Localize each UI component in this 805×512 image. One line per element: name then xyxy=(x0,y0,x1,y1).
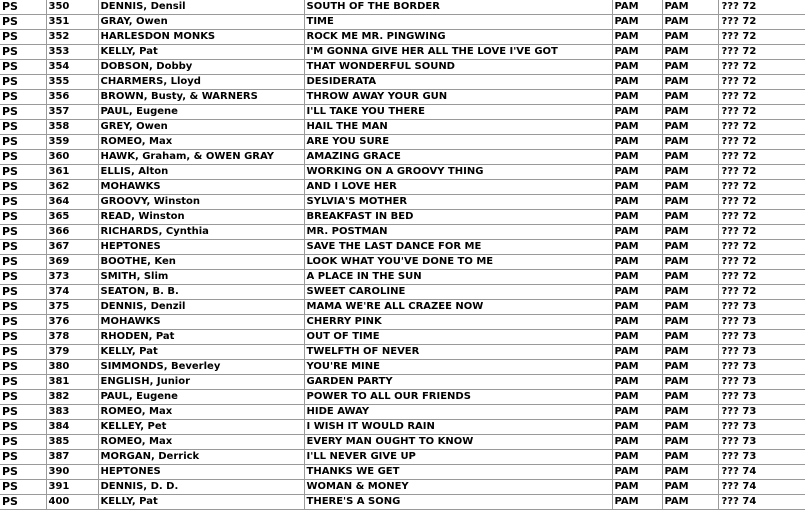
year-cell[interactable]: ??? 73 xyxy=(718,330,805,345)
pam-cell-a[interactable]: PAM xyxy=(612,180,662,195)
pam-cell-b[interactable]: PAM xyxy=(662,270,718,285)
pam-cell-a[interactable]: PAM xyxy=(612,135,662,150)
label-cell[interactable]: PS xyxy=(0,0,46,15)
catalog-number-cell[interactable]: 367 xyxy=(46,240,98,255)
label-cell[interactable]: PS xyxy=(0,255,46,270)
table-row[interactable] xyxy=(0,240,805,255)
pam-cell-a[interactable]: PAM xyxy=(612,45,662,60)
year-cell[interactable]: ??? 72 xyxy=(718,135,805,150)
pam-cell-b[interactable]: PAM xyxy=(662,390,718,405)
year-cell[interactable]: ??? 72 xyxy=(718,285,805,300)
pam-cell-b[interactable]: PAM xyxy=(662,300,718,315)
artist-cell[interactable]: ROMEO, Max xyxy=(98,135,304,150)
year-cell[interactable]: ??? 72 xyxy=(718,225,805,240)
pam-cell-a[interactable]: PAM xyxy=(612,120,662,135)
title-cell[interactable]: AND I LOVE HER xyxy=(304,180,612,195)
title-cell[interactable]: MAMA WE'RE ALL CRAZEE NOW xyxy=(304,300,612,315)
pam-cell-b[interactable]: PAM xyxy=(662,75,718,90)
title-cell[interactable]: AMAZING GRACE xyxy=(304,150,612,165)
title-cell[interactable]: I'LL NEVER GIVE UP xyxy=(304,450,612,465)
year-cell[interactable]: ??? 73 xyxy=(718,300,805,315)
pam-cell-b[interactable]: PAM xyxy=(662,30,718,45)
label-cell[interactable]: PS xyxy=(0,390,46,405)
table-row[interactable] xyxy=(0,165,805,180)
pam-cell-b[interactable]: PAM xyxy=(662,285,718,300)
pam-cell-a[interactable]: PAM xyxy=(612,345,662,360)
artist-cell[interactable]: ELLIS, Alton xyxy=(98,165,304,180)
year-cell[interactable]: ??? 72 xyxy=(718,150,805,165)
artist-cell[interactable]: MOHAWKS xyxy=(98,180,304,195)
pam-cell-a[interactable]: PAM xyxy=(612,450,662,465)
pam-cell-b[interactable]: PAM xyxy=(662,180,718,195)
title-cell[interactable]: BREAKFAST IN BED xyxy=(304,210,612,225)
title-cell[interactable]: MR. POSTMAN xyxy=(304,225,612,240)
pam-cell-a[interactable]: PAM xyxy=(612,240,662,255)
table-row[interactable] xyxy=(0,300,805,315)
label-cell[interactable]: PS xyxy=(0,360,46,375)
title-cell[interactable]: YOU'RE MINE xyxy=(304,360,612,375)
year-cell[interactable]: ??? 72 xyxy=(718,75,805,90)
title-cell[interactable]: ARE YOU SURE xyxy=(304,135,612,150)
table-row[interactable] xyxy=(0,330,805,345)
table-row[interactable] xyxy=(0,105,805,120)
catalog-number-cell[interactable]: 351 xyxy=(46,15,98,30)
year-cell[interactable]: ??? 73 xyxy=(718,345,805,360)
artist-cell[interactable]: MORGAN, Derrick xyxy=(98,450,304,465)
artist-cell[interactable]: HEPTONES xyxy=(98,465,304,480)
label-cell[interactable]: PS xyxy=(0,330,46,345)
catalog-number-cell[interactable]: 357 xyxy=(46,105,98,120)
artist-cell[interactable]: HEPTONES xyxy=(98,240,304,255)
catalog-number-cell[interactable]: 354 xyxy=(46,60,98,75)
pam-cell-a[interactable]: PAM xyxy=(612,150,662,165)
pam-cell-b[interactable]: PAM xyxy=(662,105,718,120)
title-cell[interactable]: TIME xyxy=(304,15,612,30)
title-cell[interactable]: A PLACE IN THE SUN xyxy=(304,270,612,285)
table-row[interactable] xyxy=(0,345,805,360)
catalog-number-cell[interactable]: 373 xyxy=(46,270,98,285)
pam-cell-b[interactable]: PAM xyxy=(662,150,718,165)
label-cell[interactable]: PS xyxy=(0,150,46,165)
label-cell[interactable]: PS xyxy=(0,15,46,30)
label-cell[interactable]: PS xyxy=(0,315,46,330)
title-cell[interactable]: THANKS WE GET xyxy=(304,465,612,480)
artist-cell[interactable]: BOOTHE, Ken xyxy=(98,255,304,270)
catalog-number-cell[interactable]: 385 xyxy=(46,435,98,450)
year-cell[interactable]: ??? 72 xyxy=(718,240,805,255)
table-row[interactable] xyxy=(0,420,805,435)
label-cell[interactable]: PS xyxy=(0,270,46,285)
title-cell[interactable]: HIDE AWAY xyxy=(304,405,612,420)
year-cell[interactable]: ??? 72 xyxy=(718,120,805,135)
table-row[interactable] xyxy=(0,45,805,60)
pam-cell-b[interactable]: PAM xyxy=(662,420,718,435)
pam-cell-b[interactable]: PAM xyxy=(662,60,718,75)
year-cell[interactable]: ??? 72 xyxy=(718,270,805,285)
pam-cell-b[interactable]: PAM xyxy=(662,405,718,420)
title-cell[interactable]: WOMAN & MONEY xyxy=(304,480,612,495)
catalog-number-cell[interactable]: 356 xyxy=(46,90,98,105)
year-cell[interactable]: ??? 72 xyxy=(718,165,805,180)
year-cell[interactable]: ??? 73 xyxy=(718,360,805,375)
title-cell[interactable]: I'LL TAKE YOU THERE xyxy=(304,105,612,120)
year-cell[interactable]: ??? 72 xyxy=(718,210,805,225)
catalog-number-cell[interactable]: 362 xyxy=(46,180,98,195)
pam-cell-b[interactable]: PAM xyxy=(662,15,718,30)
artist-cell[interactable]: KELLY, Pat xyxy=(98,495,304,510)
pam-cell-a[interactable]: PAM xyxy=(612,390,662,405)
year-cell[interactable]: ??? 72 xyxy=(718,105,805,120)
title-cell[interactable]: I WISH IT WOULD RAIN xyxy=(304,420,612,435)
pam-cell-b[interactable]: PAM xyxy=(662,375,718,390)
title-cell[interactable]: CHERRY PINK xyxy=(304,315,612,330)
label-cell[interactable]: PS xyxy=(0,375,46,390)
label-cell[interactable]: PS xyxy=(0,135,46,150)
artist-cell[interactable]: RICHARDS, Cynthia xyxy=(98,225,304,240)
pam-cell-a[interactable]: PAM xyxy=(612,405,662,420)
year-cell[interactable]: ??? 73 xyxy=(718,450,805,465)
artist-cell[interactable]: KELLEY, Pet xyxy=(98,420,304,435)
label-cell[interactable]: PS xyxy=(0,195,46,210)
label-cell[interactable]: PS xyxy=(0,45,46,60)
artist-cell[interactable]: DENNIS, Denzil xyxy=(98,300,304,315)
catalog-number-cell[interactable]: 384 xyxy=(46,420,98,435)
year-cell[interactable]: ??? 72 xyxy=(718,30,805,45)
table-row[interactable] xyxy=(0,360,805,375)
label-cell[interactable]: PS xyxy=(0,240,46,255)
pam-cell-a[interactable]: PAM xyxy=(612,225,662,240)
table-row[interactable] xyxy=(0,375,805,390)
table-row[interactable] xyxy=(0,210,805,225)
label-cell[interactable]: PS xyxy=(0,480,46,495)
label-cell[interactable]: PS xyxy=(0,180,46,195)
table-row[interactable] xyxy=(0,195,805,210)
year-cell[interactable]: ??? 74 xyxy=(718,495,805,510)
pam-cell-a[interactable]: PAM xyxy=(612,195,662,210)
title-cell[interactable]: HAIL THE MAN xyxy=(304,120,612,135)
title-cell[interactable]: SOUTH OF THE BORDER xyxy=(304,0,612,15)
catalog-number-cell[interactable]: 390 xyxy=(46,465,98,480)
table-row[interactable] xyxy=(0,285,805,300)
title-cell[interactable]: WORKING ON A GROOVY THING xyxy=(304,165,612,180)
table-row[interactable] xyxy=(0,135,805,150)
year-cell[interactable]: ??? 72 xyxy=(718,195,805,210)
pam-cell-b[interactable]: PAM xyxy=(662,45,718,60)
label-cell[interactable]: PS xyxy=(0,345,46,360)
pam-cell-b[interactable]: PAM xyxy=(662,465,718,480)
pam-cell-a[interactable]: PAM xyxy=(612,465,662,480)
pam-cell-a[interactable]: PAM xyxy=(612,480,662,495)
pam-cell-a[interactable]: PAM xyxy=(612,330,662,345)
pam-cell-b[interactable]: PAM xyxy=(662,495,718,510)
catalog-number-cell[interactable]: 358 xyxy=(46,120,98,135)
pam-cell-b[interactable]: PAM xyxy=(662,345,718,360)
pam-cell-b[interactable]: PAM xyxy=(662,435,718,450)
catalog-number-cell[interactable]: 374 xyxy=(46,285,98,300)
pam-cell-a[interactable]: PAM xyxy=(612,435,662,450)
table-row[interactable] xyxy=(0,180,805,195)
artist-cell[interactable]: DENNIS, D. D. xyxy=(98,480,304,495)
year-cell[interactable]: ??? 72 xyxy=(718,0,805,15)
table-row[interactable] xyxy=(0,315,805,330)
title-cell[interactable]: I'M GONNA GIVE HER ALL THE LOVE I'VE GOT xyxy=(304,45,612,60)
pam-cell-a[interactable]: PAM xyxy=(612,375,662,390)
catalog-number-cell[interactable]: 352 xyxy=(46,30,98,45)
pam-cell-b[interactable]: PAM xyxy=(662,480,718,495)
artist-cell[interactable]: SIMMONDS, Beverley xyxy=(98,360,304,375)
artist-cell[interactable]: PAUL, Eugene xyxy=(98,105,304,120)
label-cell[interactable]: PS xyxy=(0,105,46,120)
year-cell[interactable]: ??? 73 xyxy=(718,390,805,405)
catalog-number-cell[interactable]: 369 xyxy=(46,255,98,270)
title-cell[interactable]: THROW AWAY YOUR GUN xyxy=(304,90,612,105)
catalog-number-cell[interactable]: 379 xyxy=(46,345,98,360)
year-cell[interactable]: ??? 73 xyxy=(718,435,805,450)
year-cell[interactable]: ??? 74 xyxy=(718,480,805,495)
artist-cell[interactable]: READ, Winston xyxy=(98,210,304,225)
title-cell[interactable]: THERE'S A SONG xyxy=(304,495,612,510)
table-row[interactable] xyxy=(0,390,805,405)
artist-cell[interactable]: BROWN, Busty, & WARNERS xyxy=(98,90,304,105)
table-row[interactable] xyxy=(0,90,805,105)
artist-cell[interactable]: RHODEN, Pat xyxy=(98,330,304,345)
label-cell[interactable]: PS xyxy=(0,120,46,135)
table-row[interactable] xyxy=(0,480,805,495)
label-cell[interactable]: PS xyxy=(0,450,46,465)
pam-cell-a[interactable]: PAM xyxy=(612,90,662,105)
pam-cell-a[interactable]: PAM xyxy=(612,75,662,90)
title-cell[interactable]: OUT OF TIME xyxy=(304,330,612,345)
title-cell[interactable]: EVERY MAN OUGHT TO KNOW xyxy=(304,435,612,450)
title-cell[interactable]: SYLVIA'S MOTHER xyxy=(304,195,612,210)
table-row[interactable] xyxy=(0,465,805,480)
catalog-number-cell[interactable]: 380 xyxy=(46,360,98,375)
year-cell[interactable]: ??? 73 xyxy=(718,405,805,420)
table-row[interactable] xyxy=(0,75,805,90)
year-cell[interactable]: ??? 72 xyxy=(718,15,805,30)
pam-cell-a[interactable]: PAM xyxy=(612,360,662,375)
artist-cell[interactable]: ROMEO, Max xyxy=(98,435,304,450)
artist-cell[interactable]: GRAY, Owen xyxy=(98,15,304,30)
pam-cell-a[interactable]: PAM xyxy=(612,495,662,510)
pam-cell-b[interactable]: PAM xyxy=(662,90,718,105)
label-cell[interactable]: PS xyxy=(0,225,46,240)
year-cell[interactable]: ??? 72 xyxy=(718,45,805,60)
artist-cell[interactable]: HARLESDON MONKS xyxy=(98,30,304,45)
catalog-number-cell[interactable]: 365 xyxy=(46,210,98,225)
year-cell[interactable]: ??? 73 xyxy=(718,315,805,330)
catalog-number-cell[interactable]: 360 xyxy=(46,150,98,165)
label-cell[interactable]: PS xyxy=(0,405,46,420)
year-cell[interactable]: ??? 72 xyxy=(718,180,805,195)
title-cell[interactable]: SAVE THE LAST DANCE FOR ME xyxy=(304,240,612,255)
label-cell[interactable]: PS xyxy=(0,165,46,180)
label-cell[interactable]: PS xyxy=(0,495,46,510)
pam-cell-b[interactable]: PAM xyxy=(662,240,718,255)
year-cell[interactable]: ??? 73 xyxy=(718,420,805,435)
pam-cell-b[interactable]: PAM xyxy=(662,120,718,135)
pam-cell-a[interactable]: PAM xyxy=(612,285,662,300)
pam-cell-b[interactable]: PAM xyxy=(662,450,718,465)
table-row[interactable] xyxy=(0,150,805,165)
pam-cell-a[interactable]: PAM xyxy=(612,270,662,285)
title-cell[interactable]: TWELFTH OF NEVER xyxy=(304,345,612,360)
table-row[interactable] xyxy=(0,120,805,135)
catalog-number-cell[interactable]: 375 xyxy=(46,300,98,315)
catalog-number-cell[interactable]: 383 xyxy=(46,405,98,420)
catalog-number-cell[interactable]: 361 xyxy=(46,165,98,180)
label-cell[interactable]: PS xyxy=(0,75,46,90)
label-cell[interactable]: PS xyxy=(0,465,46,480)
table-row[interactable] xyxy=(0,270,805,285)
table-row[interactable] xyxy=(0,255,805,270)
pam-cell-a[interactable]: PAM xyxy=(612,420,662,435)
artist-cell[interactable]: SMITH, Slim xyxy=(98,270,304,285)
title-cell[interactable]: THAT WONDERFUL SOUND xyxy=(304,60,612,75)
year-cell[interactable]: ??? 72 xyxy=(718,60,805,75)
pam-cell-b[interactable]: PAM xyxy=(662,330,718,345)
pam-cell-a[interactable]: PAM xyxy=(612,165,662,180)
table-row[interactable] xyxy=(0,15,805,30)
catalog-number-cell[interactable]: 376 xyxy=(46,315,98,330)
table-row[interactable] xyxy=(0,0,805,15)
artist-cell[interactable]: PAUL, Eugene xyxy=(98,390,304,405)
table-row[interactable] xyxy=(0,405,805,420)
artist-cell[interactable]: SEATON, B. B. xyxy=(98,285,304,300)
table-row[interactable] xyxy=(0,435,805,450)
catalog-number-cell[interactable]: 400 xyxy=(46,495,98,510)
artist-cell[interactable]: DENNIS, Densil xyxy=(98,0,304,15)
label-cell[interactable]: PS xyxy=(0,90,46,105)
table-row[interactable] xyxy=(0,495,805,510)
catalog-number-cell[interactable]: 359 xyxy=(46,135,98,150)
artist-cell[interactable]: DOBSON, Dobby xyxy=(98,60,304,75)
pam-cell-a[interactable]: PAM xyxy=(612,0,662,15)
pam-cell-a[interactable]: PAM xyxy=(612,60,662,75)
artist-cell[interactable]: ROMEO, Max xyxy=(98,405,304,420)
artist-cell[interactable]: MOHAWKS xyxy=(98,315,304,330)
catalog-number-cell[interactable]: 382 xyxy=(46,390,98,405)
artist-cell[interactable]: HAWK, Graham, & OWEN GRAY xyxy=(98,150,304,165)
label-cell[interactable]: PS xyxy=(0,285,46,300)
artist-cell[interactable]: CHARMERS, Lloyd xyxy=(98,75,304,90)
catalog-number-cell[interactable]: 387 xyxy=(46,450,98,465)
year-cell[interactable]: ??? 72 xyxy=(718,255,805,270)
year-cell[interactable]: ??? 74 xyxy=(718,465,805,480)
label-cell[interactable]: PS xyxy=(0,300,46,315)
year-cell[interactable]: ??? 73 xyxy=(718,375,805,390)
pam-cell-a[interactable]: PAM xyxy=(612,315,662,330)
artist-cell[interactable]: GROOVY, Winston xyxy=(98,195,304,210)
table-row[interactable] xyxy=(0,225,805,240)
pam-cell-a[interactable]: PAM xyxy=(612,210,662,225)
year-cell[interactable]: ??? 72 xyxy=(718,90,805,105)
title-cell[interactable]: POWER TO ALL OUR FRIENDS xyxy=(304,390,612,405)
artist-cell[interactable]: GREY, Owen xyxy=(98,120,304,135)
catalog-number-cell[interactable]: 378 xyxy=(46,330,98,345)
catalog-number-cell[interactable]: 381 xyxy=(46,375,98,390)
catalog-number-cell[interactable]: 391 xyxy=(46,480,98,495)
pam-cell-a[interactable]: PAM xyxy=(612,255,662,270)
pam-cell-b[interactable]: PAM xyxy=(662,165,718,180)
table-row[interactable] xyxy=(0,60,805,75)
label-cell[interactable]: PS xyxy=(0,30,46,45)
catalog-number-cell[interactable]: 353 xyxy=(46,45,98,60)
pam-cell-b[interactable]: PAM xyxy=(662,0,718,15)
catalog-number-cell[interactable]: 366 xyxy=(46,225,98,240)
label-cell[interactable]: PS xyxy=(0,60,46,75)
label-cell[interactable]: PS xyxy=(0,420,46,435)
catalog-number-cell[interactable]: 350 xyxy=(46,0,98,15)
title-cell[interactable]: SWEET CAROLINE xyxy=(304,285,612,300)
catalog-number-cell[interactable]: 355 xyxy=(46,75,98,90)
pam-cell-b[interactable]: PAM xyxy=(662,195,718,210)
table-row[interactable] xyxy=(0,30,805,45)
artist-cell[interactable]: ENGLISH, Junior xyxy=(98,375,304,390)
title-cell[interactable]: GARDEN PARTY xyxy=(304,375,612,390)
pam-cell-b[interactable]: PAM xyxy=(662,225,718,240)
artist-cell[interactable]: KELLY, Pat xyxy=(98,45,304,60)
pam-cell-a[interactable]: PAM xyxy=(612,300,662,315)
pam-cell-a[interactable]: PAM xyxy=(612,105,662,120)
pam-cell-b[interactable]: PAM xyxy=(662,135,718,150)
catalog-number-cell[interactable]: 364 xyxy=(46,195,98,210)
title-cell[interactable]: DESIDERATA xyxy=(304,75,612,90)
pam-cell-b[interactable]: PAM xyxy=(662,315,718,330)
pam-cell-a[interactable]: PAM xyxy=(612,15,662,30)
label-cell[interactable]: PS xyxy=(0,435,46,450)
table-row[interactable] xyxy=(0,450,805,465)
artist-cell[interactable]: KELLY, Pat xyxy=(98,345,304,360)
title-cell[interactable]: LOOK WHAT YOU'VE DONE TO ME xyxy=(304,255,612,270)
title-cell[interactable]: ROCK ME MR. PINGWING xyxy=(304,30,612,45)
label-cell[interactable]: PS xyxy=(0,210,46,225)
pam-cell-a[interactable]: PAM xyxy=(612,30,662,45)
pam-cell-b[interactable]: PAM xyxy=(662,360,718,375)
pam-cell-b[interactable]: PAM xyxy=(662,255,718,270)
pam-cell-b[interactable]: PAM xyxy=(662,210,718,225)
